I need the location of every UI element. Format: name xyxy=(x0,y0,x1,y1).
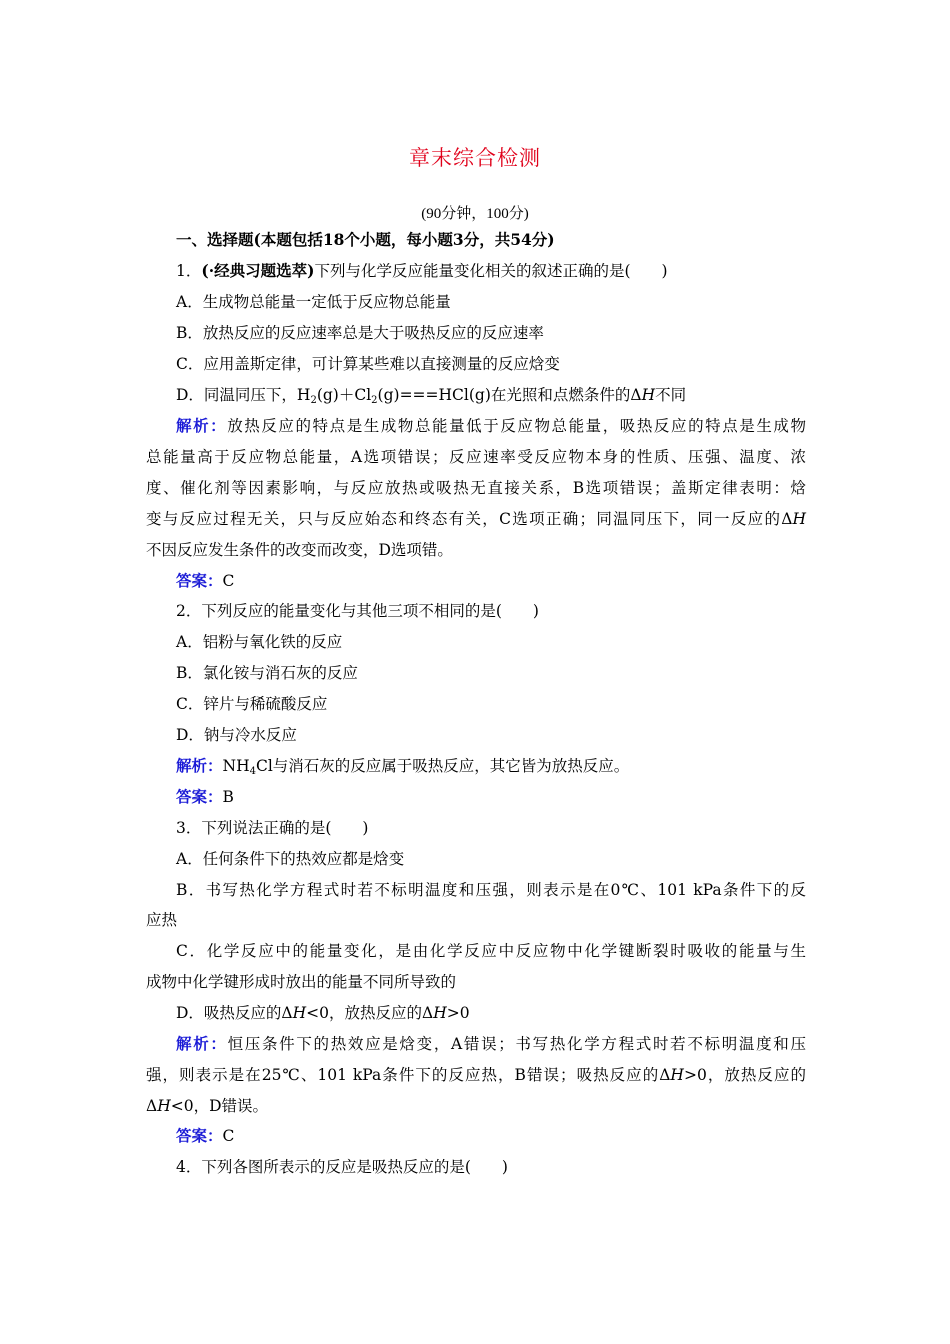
analysis-text: 强，则表示是在25℃、101 kPa条件下的反应热，B错误；吸热反应的Δ xyxy=(146,1066,671,1084)
question-1-answer xyxy=(176,571,234,591)
answer-label: 答案： xyxy=(176,1126,223,1145)
symbol-h: H xyxy=(157,1097,171,1115)
question-1-analysis-line-5: 不因反应发生条件的改变而改变，D选项错。 xyxy=(146,541,453,559)
analysis-label: 解析： xyxy=(176,756,223,775)
question-3-analysis-line-3 xyxy=(146,1096,806,1116)
question-3-option-d xyxy=(176,1003,470,1023)
symbol-h: H xyxy=(641,386,656,404)
analysis-text: Δ xyxy=(146,1097,158,1115)
symbol-h: H xyxy=(292,1004,307,1022)
analysis-label: 解析： xyxy=(176,416,228,435)
analysis-text: 恒压条件下的热效应是焓变，A错误；书写热化学方程式时若不标明温度和压 xyxy=(227,1035,806,1053)
analysis-text: Cl与消石灰的反应属于吸热反应，其它皆为放热反应。 xyxy=(255,757,630,775)
analysis-text: >0，放热反应的 xyxy=(683,1066,806,1084)
question-3-option-c-line-2: 成物中化学键形成时放出的能量不同所导致的 xyxy=(146,973,457,991)
question-3-analysis-line-1 xyxy=(176,1034,806,1054)
analysis-text: NH xyxy=(222,757,250,775)
question-1-analysis-line-2: 总能量高于反应物总能量，A选项错误；反应速率受反应物本身的性质、压强、温度、浓 xyxy=(146,448,806,466)
question-3-option-b-line-2: 应热 xyxy=(146,911,178,929)
answer-label: 答案： xyxy=(176,787,223,806)
exam-info: (90分钟，100分) xyxy=(421,206,529,222)
question-3-option-b-line-1: B．书写热化学方程式时若不标明温度和压强，则表示是在0℃、101 kPa条件下的反 xyxy=(176,881,806,899)
question-1-analysis-line-4 xyxy=(146,509,806,529)
answer-value: C xyxy=(222,1127,235,1145)
question-4-stem: 4．下列各图所表示的反应是吸热反应的是( ) xyxy=(176,1158,508,1176)
symbol-h: H xyxy=(670,1066,684,1084)
question-2-option-c: C．锌片与稀硫酸反应 xyxy=(176,695,328,713)
question-source: (·经典习题选萃) xyxy=(201,261,315,280)
option-text: D．吸热反应的Δ xyxy=(176,1004,293,1022)
option-text: (g)＋Cl xyxy=(316,386,372,404)
question-2-option-a: A．铝粉与氧化铁的反应 xyxy=(176,633,343,651)
question-2-analysis xyxy=(176,756,629,776)
answer-label: 答案： xyxy=(176,571,223,590)
analysis-text: 放热反应的特点是生成物总能量低于反应物总能量，吸热反应的特点是生成物 xyxy=(227,417,806,435)
analysis-text: 变与反应过程无关，只与反应始态和终态有关，C选项正确；同温同压下，同一反应的Δ xyxy=(146,510,793,528)
question-text: 下列与化学反应能量变化相关的叙述正确的是( ) xyxy=(314,262,668,280)
question-3-answer xyxy=(176,1126,234,1146)
question-2-option-b: B．氯化铵与消石灰的反应 xyxy=(176,664,358,682)
question-3-option-a: A．任何条件下的热效应都是焓变 xyxy=(176,850,405,868)
option-text: <0，放热反应的Δ xyxy=(306,1004,434,1022)
subscript: 4 xyxy=(249,766,256,777)
question-2-answer xyxy=(176,787,234,807)
option-text: >0 xyxy=(446,1004,470,1022)
question-number: 1． xyxy=(176,262,202,280)
answer-value: B xyxy=(222,788,234,806)
option-text: (g)===HCl(g)在光照和点燃条件的Δ xyxy=(377,386,642,404)
question-1-analysis-line-1 xyxy=(176,416,806,436)
answer-value: C xyxy=(222,572,235,590)
question-2-option-d: D．钠与冷水反应 xyxy=(176,726,297,744)
subscript: 2 xyxy=(310,395,317,406)
page-title: 章末综合检测 xyxy=(409,146,541,170)
symbol-h: H xyxy=(433,1004,447,1022)
question-3-analysis-line-2 xyxy=(146,1065,806,1085)
option-text: 不同 xyxy=(655,386,687,404)
analysis-text: <0，D错误。 xyxy=(170,1097,269,1115)
question-1-option-b: B．放热反应的反应速率总是大于吸热反应的反应速率 xyxy=(176,324,544,342)
question-1-stem xyxy=(176,261,668,281)
question-1-option-a: A．生成物总能量一定低于反应物总能量 xyxy=(176,293,451,311)
subscript: 2 xyxy=(371,395,378,406)
question-2-stem: 2．下列反应的能量变化与其他三项不相同的是( ) xyxy=(176,602,539,620)
question-3-option-c-line-1: C．化学反应中的能量变化，是由化学反应中反应物中化学键断裂时吸收的能量与生 xyxy=(176,942,806,960)
section-heading: 一、选择题(本题包括18个小题，每小题3分，共54分) xyxy=(176,230,555,249)
option-text: D．同温同压下，H xyxy=(176,386,311,404)
question-1-analysis-line-3: 度、催化剂等因素影响，与反应放热或吸热无直接关系，B选项错误；盖斯定律表明：焓 xyxy=(146,479,806,497)
question-1-option-c: C．应用盖斯定律，可计算某些难以直接测量的反应焓变 xyxy=(176,355,560,373)
symbol-h: H xyxy=(792,510,806,528)
question-3-stem: 3．下列说法正确的是( ) xyxy=(176,819,369,837)
analysis-label: 解析： xyxy=(176,1034,228,1053)
question-1-option-d xyxy=(176,385,686,405)
